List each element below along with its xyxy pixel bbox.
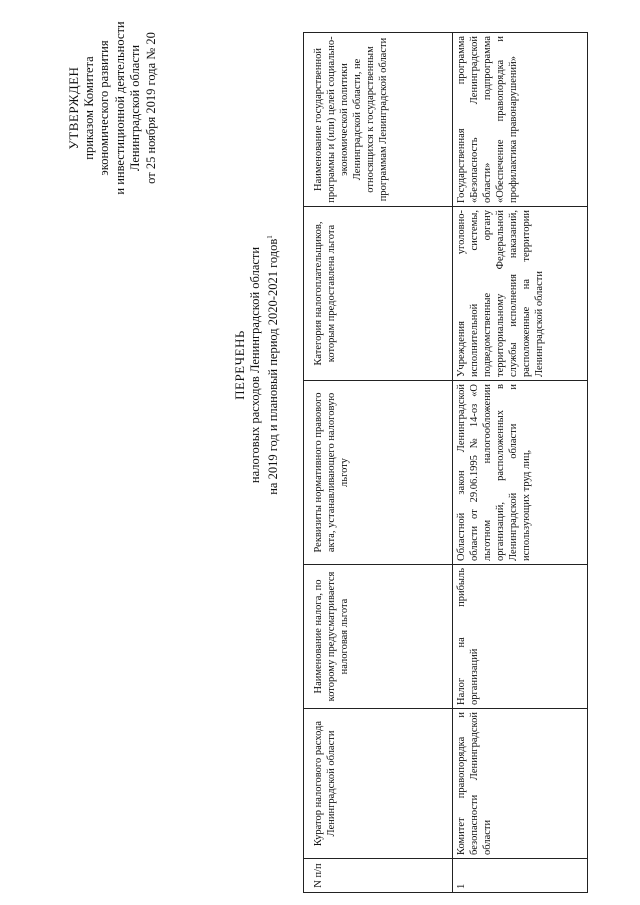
cell-taxpayer-category: Учреждения уголовно-исполнительной системы, подведомственные органу территориальному Федеральной службы исполнения наказаний, расположенные на территории Ленинградской области (453, 207, 588, 381)
title-line-2 (263, 195, 282, 535)
header-number: N п/п (304, 859, 453, 893)
cell-state-program: Государственная программа «Безопасность Ленинградской области» подпрограмма «Обеспечение правопорядка и профилактика правонарушений» (453, 33, 588, 207)
header-legal-act: Реквизиты нормативного правового акта, устанавливающего налоговую льготу (304, 381, 453, 565)
table-header-row (304, 33, 453, 893)
header-state-program: Наименование государственной программы и (или) целей социально-экономической политики Ленинградской области, не относящихся к государственным программам Ленинградской области (304, 33, 453, 207)
approval-stamp (66, 18, 159, 198)
cell-curator: Комитет правопорядка и безопасности Ленинградской области (453, 709, 588, 859)
approval-line: приказом Комитета (81, 56, 96, 160)
approval-line: экономического развития (97, 40, 111, 176)
header-tax-name: Наименование налога, по которому предусматривается налоговая льгота (304, 565, 453, 709)
title-line-2-text: на 2019 год и плановый период 2020-2021 годов (266, 238, 281, 495)
header-taxpayer-category: Категория налогоплательщиков, которым предоставлена льгота (304, 207, 453, 381)
cell-tax-name: Налог на прибыль организаций (453, 565, 588, 709)
approval-line: и инвестиционной деятельности (112, 21, 127, 195)
approval-heading: УТВЕРЖДЕН (66, 66, 81, 150)
footnote-mark: 1 (266, 235, 274, 239)
title-heading: ПЕРЕЧЕНЬ (232, 330, 247, 400)
document-title (232, 195, 282, 535)
cell-legal-act: Областной закон Ленинградской области от 29.06.1995 № 14-оз «О льготном налогообложении организаций, расположенных в Ленинградской области и использующих труд лиц, (453, 381, 588, 565)
title-line-1: налоговых расходов Ленинградской области (247, 246, 262, 484)
header-curator: Куратор налогового расхода Ленинградской области (304, 709, 453, 859)
approval-line: от 25 ноября 2019 года № 20 (143, 32, 158, 184)
cell-number: 1 (453, 859, 588, 893)
table-row (453, 33, 588, 893)
tax-expenses-table (303, 32, 588, 893)
approval-line: Ленинградской области (128, 44, 142, 172)
